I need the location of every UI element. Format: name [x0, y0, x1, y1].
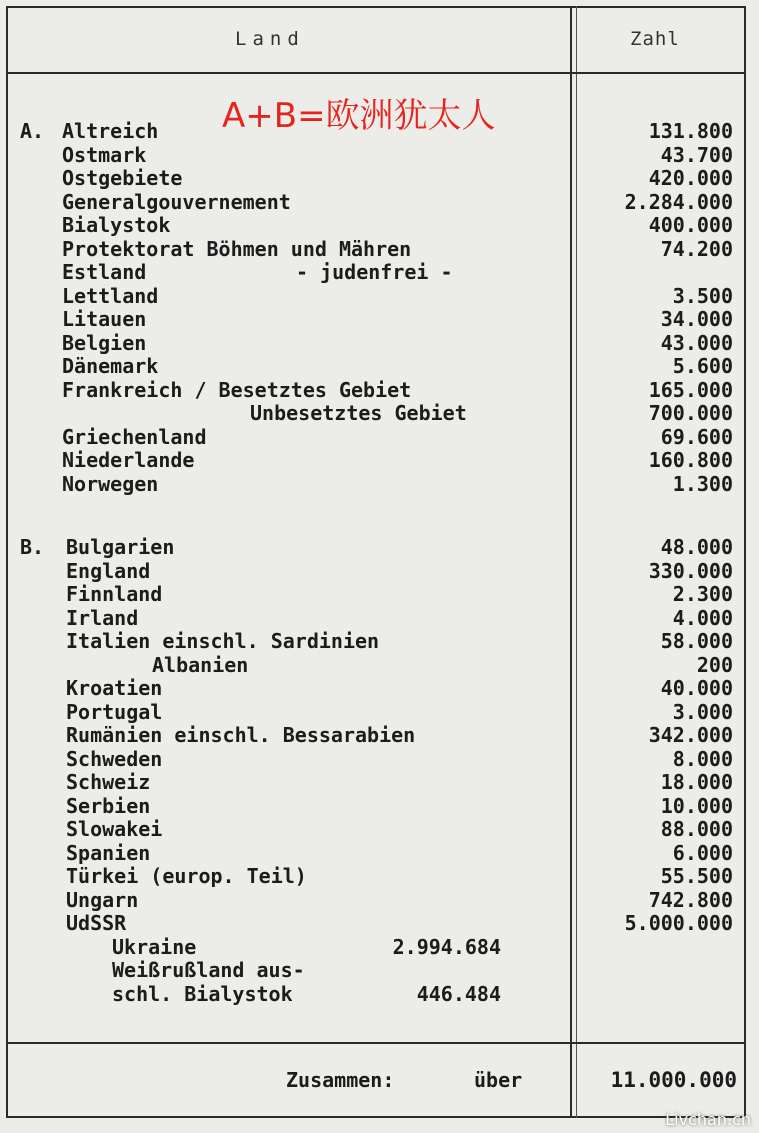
- table-row: [0, 120, 759, 143]
- country-name: Ostgebiete: [62, 166, 183, 190]
- country-name: Protektorat Böhmen und Mähren: [62, 236, 412, 261]
- count-value: 165.000: [648, 377, 733, 402]
- country-name: UdSSR: [66, 911, 127, 935]
- table-row: [0, 583, 759, 606]
- country-name: Serbien: [66, 793, 151, 818]
- count-value: 34.000: [660, 307, 733, 331]
- watermark: Livchan.cn: [665, 1110, 751, 1129]
- country-name: England: [66, 558, 151, 583]
- table-row: [0, 473, 759, 496]
- count-value: 3.000: [672, 699, 733, 724]
- count-value: 3.500: [672, 283, 733, 308]
- table-row: [0, 842, 759, 865]
- count-value: 18.000: [660, 770, 733, 794]
- country-name: Portugal: [66, 699, 163, 724]
- table-row: [0, 865, 759, 888]
- table-row: [0, 308, 759, 331]
- count-value: 5.000.000: [624, 911, 733, 935]
- udssr-sub-row: [0, 959, 759, 982]
- table-row: [0, 238, 759, 261]
- country-name: Norwegen: [62, 471, 159, 496]
- table-row: [0, 630, 759, 653]
- country-name: Türkei (europ. Teil): [66, 864, 307, 888]
- count-value: 330.000: [648, 558, 733, 583]
- red-annotation: A+B=欧洲犹太人: [222, 96, 496, 136]
- sub-region-name: Ukraine: [112, 934, 197, 959]
- column-header-land: Land: [235, 28, 305, 50]
- country-name: Slowakei: [66, 817, 163, 841]
- count-value: 10.000: [660, 793, 733, 818]
- table-row: [0, 560, 759, 583]
- country-name: Estland: [62, 260, 147, 284]
- udssr-sub-row: [0, 983, 759, 1006]
- table-row: [0, 167, 759, 190]
- count-value: 8.000: [672, 746, 733, 771]
- count-value: 74.200: [660, 236, 733, 261]
- country-name: Generalgouvernement: [62, 189, 291, 214]
- table-row: [0, 771, 759, 794]
- count-value: 55.500: [660, 864, 733, 888]
- country-name: Unbesetztes Gebiet: [250, 401, 467, 425]
- country-name: Ungarn: [66, 887, 139, 912]
- count-value: 6.000: [672, 840, 733, 865]
- table-row: [0, 449, 759, 472]
- count-value: 40.000: [660, 676, 733, 700]
- table-row: [0, 402, 759, 425]
- count-value: 160.800: [648, 448, 733, 472]
- table-row: [0, 607, 759, 630]
- country-name: Bulgarien: [66, 535, 175, 559]
- table-row: [0, 536, 759, 559]
- count-value: 2.284.000: [624, 189, 733, 214]
- country-name: Schweden: [66, 746, 163, 771]
- country-name: Altreich: [62, 119, 159, 143]
- count-value: 700.000: [648, 401, 733, 425]
- country-name: Finnland: [66, 582, 163, 606]
- country-name: Litauen: [62, 307, 147, 331]
- table-row: [0, 191, 759, 214]
- count-value: 48.000: [660, 535, 733, 559]
- table-row: [0, 795, 759, 818]
- table-row: [0, 332, 759, 355]
- count-value: 742.800: [648, 887, 733, 912]
- count-value: 342.000: [648, 723, 733, 747]
- count-value: 420.000: [648, 166, 733, 190]
- table-row: [0, 818, 759, 841]
- count-value: 131.800: [648, 119, 733, 143]
- country-name: Griechenland: [62, 424, 207, 449]
- count-value: 5.600: [672, 354, 733, 378]
- country-name: Dänemark: [62, 354, 159, 378]
- table-row: [0, 285, 759, 308]
- count-value: 88.000: [660, 817, 733, 841]
- table-row: [0, 261, 759, 284]
- total-divider: [6, 1042, 746, 1044]
- count-value: 43.000: [660, 330, 733, 355]
- count-value: 400.000: [648, 213, 733, 237]
- sub-region-value: 446.484: [416, 981, 501, 1006]
- table-row: [0, 654, 759, 677]
- country-name: Italien einschl. Sardinien: [66, 629, 380, 653]
- country-name: Albanien: [152, 652, 249, 677]
- country-name: Belgien: [62, 330, 147, 355]
- sub-region-name: schl. Bialystok: [112, 981, 293, 1006]
- country-name: Irland: [66, 605, 139, 630]
- table-row: [0, 355, 759, 378]
- total-value: 11.000.000: [610, 1068, 737, 1092]
- country-name: Lettland: [62, 283, 159, 308]
- count-value: 200: [696, 652, 733, 677]
- count-value: 4.000: [672, 605, 733, 630]
- country-name: Rumänien einschl. Bessarabien: [66, 723, 416, 747]
- table-row: [0, 889, 759, 912]
- count-value: 2.300: [672, 582, 733, 606]
- sub-region-value: 2.994.684: [392, 934, 501, 959]
- country-name: Schweiz: [66, 770, 151, 794]
- count-value: 43.700: [660, 142, 733, 167]
- table-row: [0, 379, 759, 402]
- table-row: [0, 214, 759, 237]
- country-name: Niederlande: [62, 448, 195, 472]
- country-name: Kroatien: [66, 676, 163, 700]
- count-value: 69.600: [660, 424, 733, 449]
- total-label: Zusammen:: [286, 1068, 395, 1092]
- column-header-zahl: Zahl: [630, 28, 680, 50]
- country-name: Ostmark: [62, 142, 147, 167]
- table-row: [0, 426, 759, 449]
- table-row: [0, 701, 759, 724]
- total-ueber: über: [474, 1068, 523, 1092]
- table-row: [0, 144, 759, 167]
- table-row: [0, 748, 759, 771]
- count-value: 1.300: [672, 471, 733, 496]
- count-value: 58.000: [660, 629, 733, 653]
- header-divider: [6, 72, 746, 74]
- country-name: Frankreich / Besetztes Gebiet: [62, 377, 412, 402]
- table-row: [0, 724, 759, 747]
- country-name: Bialystok: [62, 213, 171, 237]
- udssr-sub-row: [0, 936, 759, 959]
- table-row: [0, 677, 759, 700]
- table-row: [0, 912, 759, 935]
- section-a-letter: A.: [20, 119, 45, 143]
- country-name: Spanien: [66, 840, 151, 865]
- row-note: - judenfrei -: [296, 260, 453, 284]
- section-b-letter: B.: [20, 535, 45, 559]
- sub-region-name: Weißrußland aus-: [112, 958, 305, 982]
